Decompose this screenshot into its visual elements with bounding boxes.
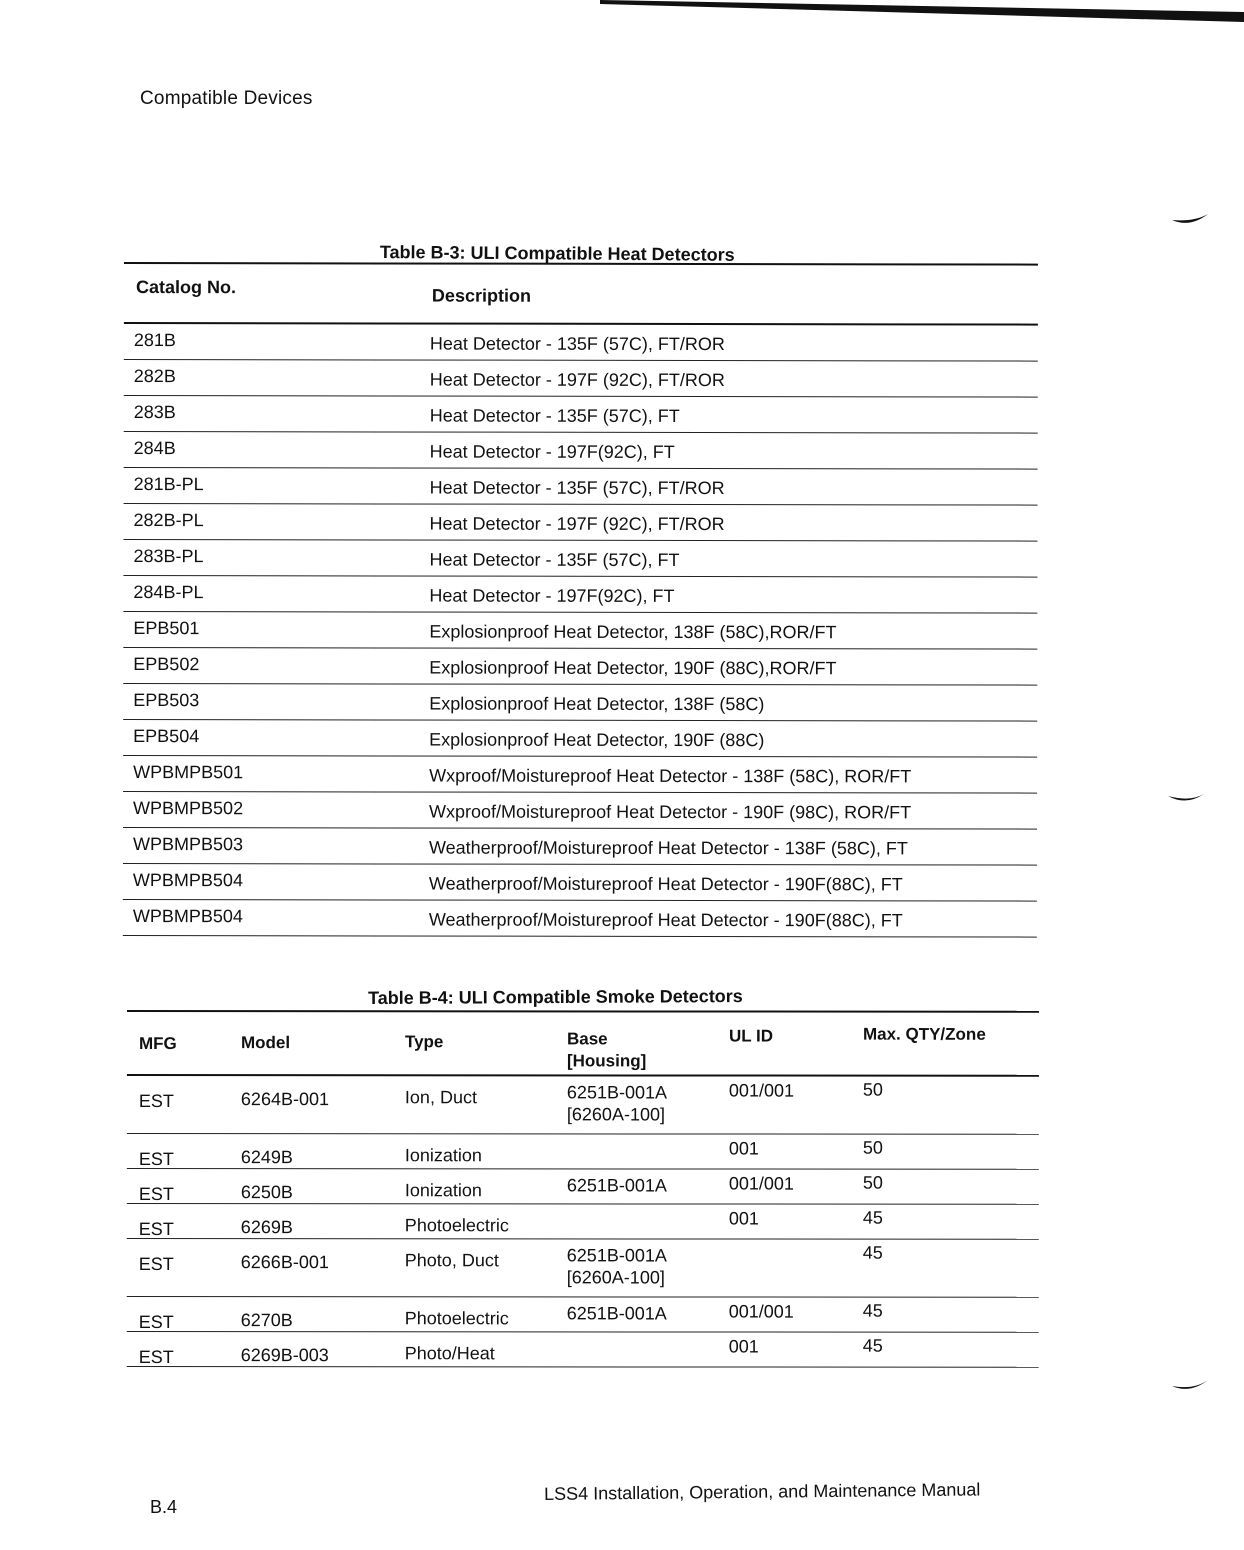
binder-hole-mark — [1170, 210, 1210, 228]
column-header-housing: [Housing] — [566, 1051, 647, 1071]
table-row — [127, 1297, 1039, 1333]
table-row — [123, 540, 1037, 578]
description-cell: Explosionproof Heat Detector, 190F (88C),ROR/FT — [429, 657, 837, 679]
table-row — [123, 864, 1037, 902]
column-header-type: Type — [404, 1032, 444, 1052]
description-cell: Heat Detector - 135F (57C), FT — [429, 549, 680, 570]
model-cell: 6249B — [240, 1147, 293, 1168]
table-row — [124, 360, 1038, 398]
type-cell: Photo, Duct — [404, 1250, 499, 1271]
column-header-ul-id: UL ID — [728, 1026, 774, 1046]
catalog-number-cell: 284B-PL — [133, 582, 204, 603]
table-row — [124, 468, 1038, 506]
ul-id-cell: 001/001 — [728, 1301, 794, 1322]
mfg-cell: EST — [138, 1254, 174, 1275]
column-header-mfg: MFG — [138, 1034, 177, 1054]
description-cell: Explosionproof Heat Detector, 138F (58C) — [429, 693, 765, 715]
catalog-number-cell: 281B — [133, 330, 176, 351]
description-cell: Heat Detector - 135F (57C), FT/ROR — [429, 333, 725, 355]
model-cell: 6266B-001 — [240, 1252, 329, 1273]
base-cell: 6251B-001A — [566, 1303, 667, 1324]
description-cell: Weatherproof/Moistureproof Heat Detector - 190F(88C), FT — [428, 873, 903, 895]
table-header-row — [124, 262, 1038, 326]
ul-id-cell: 001 — [728, 1208, 759, 1229]
table-row — [123, 828, 1037, 866]
type-cell: Photo/Heat — [404, 1343, 495, 1364]
ul-id-cell: 001/001 — [728, 1173, 794, 1194]
description-cell: Wxproof/Moistureproof Heat Detector - 138F (58C), ROR/FT — [429, 765, 912, 787]
description-cell: Heat Detector - 197F (92C), FT/ROR — [429, 369, 725, 391]
table-row — [123, 648, 1037, 686]
description-cell: Explosionproof Heat Detector, 138F (58C),ROR/FT — [429, 621, 837, 643]
table-row — [123, 756, 1037, 794]
column-header-max-qty: Max. QTY/Zone — [862, 1024, 986, 1044]
table-row — [127, 1169, 1039, 1205]
table-header-row — [127, 1010, 1039, 1077]
catalog-number-cell: WPBMPB504 — [132, 870, 243, 891]
type-cell: Photoelectric — [404, 1308, 509, 1329]
catalog-number-cell: EPB501 — [133, 618, 200, 639]
max-qty-cell: 50 — [862, 1137, 883, 1158]
model-cell: 6269B-003 — [240, 1345, 329, 1366]
table-body — [127, 1076, 1039, 1368]
type-cell: Ionization — [404, 1180, 482, 1201]
description-cell: Weatherproof/Moistureproof Heat Detector - 190F(88C), FT — [428, 909, 903, 931]
table-row — [127, 1134, 1039, 1170]
catalog-number-cell: EPB504 — [133, 726, 200, 747]
description-cell: Explosionproof Heat Detector, 190F (88C) — [429, 729, 765, 751]
table-row — [124, 432, 1038, 470]
catalog-number-cell: 284B — [133, 438, 176, 459]
smoke-detectors-table — [127, 1010, 1039, 1368]
max-qty-cell: 45 — [862, 1300, 883, 1321]
table-row — [123, 900, 1037, 938]
heat-detectors-table — [123, 262, 1038, 938]
description-cell: Heat Detector - 135F (57C), FT/ROR — [429, 477, 725, 499]
description-cell: Wxproof/Moistureproof Heat Detector - 190F (98C), ROR/FT — [429, 801, 912, 823]
table-b4-caption: Table B-4: ULI Compatible Smoke Detectors — [368, 986, 743, 1008]
catalog-number-cell: EPB503 — [133, 690, 200, 711]
table-body — [123, 324, 1038, 938]
model-cell: 6269B — [240, 1217, 293, 1238]
type-cell: Ion, Duct — [404, 1087, 477, 1108]
binder-hole-mark — [1166, 790, 1206, 808]
catalog-number-cell: 281B-PL — [133, 474, 204, 495]
catalog-number-cell: WPBMPB501 — [133, 762, 244, 783]
table-row — [123, 684, 1037, 722]
max-qty-cell: 50 — [862, 1172, 883, 1193]
max-qty-cell: 50 — [862, 1079, 883, 1100]
scan-top-edge-mark — [600, 0, 1244, 22]
description-cell: Weatherproof/Moistureproof Heat Detector - 138F (58C), FT — [428, 837, 908, 859]
footer-page-number: B.4 — [150, 1497, 178, 1517]
catalog-number-cell: 282B — [133, 366, 176, 387]
base-cell: 6251B-001A — [566, 1245, 667, 1266]
mfg-cell: EST — [138, 1219, 174, 1240]
max-qty-cell: 45 — [862, 1207, 883, 1228]
mfg-cell: EST — [138, 1347, 174, 1368]
table-b3-caption: Table B-3: ULI Compatible Heat Detectors — [379, 242, 735, 265]
column-header-base: Base — [566, 1029, 608, 1049]
catalog-number-cell: WPBMPB502 — [133, 798, 244, 819]
table-row — [127, 1076, 1039, 1135]
model-cell: 6264B-001 — [240, 1089, 330, 1110]
column-header-catalog: Catalog No. — [135, 277, 236, 298]
table-row — [123, 576, 1037, 614]
base-cell: 6251B-001A — [566, 1082, 668, 1103]
running-head: Compatible Devices — [140, 88, 313, 109]
catalog-number-cell: 282B-PL — [133, 510, 204, 531]
base-cell: 6251B-001A — [566, 1175, 667, 1196]
mfg-cell: EST — [138, 1184, 174, 1205]
catalog-number-cell: WPBMPB503 — [132, 834, 244, 855]
binder-hole-mark — [1170, 1378, 1210, 1396]
description-cell: Heat Detector - 135F (57C), FT — [429, 405, 680, 426]
description-cell: Heat Detector - 197F (92C), FT/ROR — [429, 513, 725, 535]
model-cell: 6250B — [240, 1182, 293, 1203]
max-qty-cell: 45 — [862, 1242, 883, 1263]
ul-id-cell: 001 — [728, 1336, 759, 1357]
table-row — [123, 720, 1037, 758]
table-row — [127, 1239, 1039, 1298]
table-row — [127, 1204, 1039, 1240]
max-qty-cell: 45 — [862, 1335, 883, 1356]
housing-cell: [6260A-100] — [566, 1267, 665, 1288]
type-cell: Photoelectric — [404, 1215, 509, 1236]
footer-manual-title: LSS4 Installation, Operation, and Maintenance Manual — [544, 1479, 981, 1504]
table-row — [124, 396, 1038, 434]
description-cell: Heat Detector - 197F(92C), FT — [429, 441, 675, 462]
mfg-cell: EST — [138, 1312, 174, 1333]
catalog-number-cell: WPBMPB504 — [132, 906, 243, 927]
mfg-cell: EST — [138, 1149, 174, 1170]
table-row — [123, 612, 1037, 650]
ul-id-cell: 001 — [728, 1138, 759, 1159]
housing-cell: [6260A-100] — [566, 1104, 665, 1125]
description-cell: Heat Detector - 197F(92C), FT — [429, 585, 675, 606]
table-row — [127, 1332, 1039, 1368]
type-cell: Ionization — [404, 1145, 482, 1166]
table-row — [123, 792, 1037, 830]
table-row — [124, 324, 1038, 362]
column-header-model: Model — [240, 1033, 291, 1053]
catalog-number-cell: EPB502 — [133, 654, 200, 675]
mfg-cell: EST — [138, 1091, 174, 1112]
model-cell: 6270B — [240, 1310, 293, 1331]
catalog-number-cell: 283B-PL — [133, 546, 204, 567]
column-header-description: Description — [431, 285, 531, 306]
table-row — [124, 504, 1038, 542]
ul-id-cell: 001/001 — [728, 1080, 795, 1101]
catalog-number-cell: 283B — [133, 402, 176, 423]
